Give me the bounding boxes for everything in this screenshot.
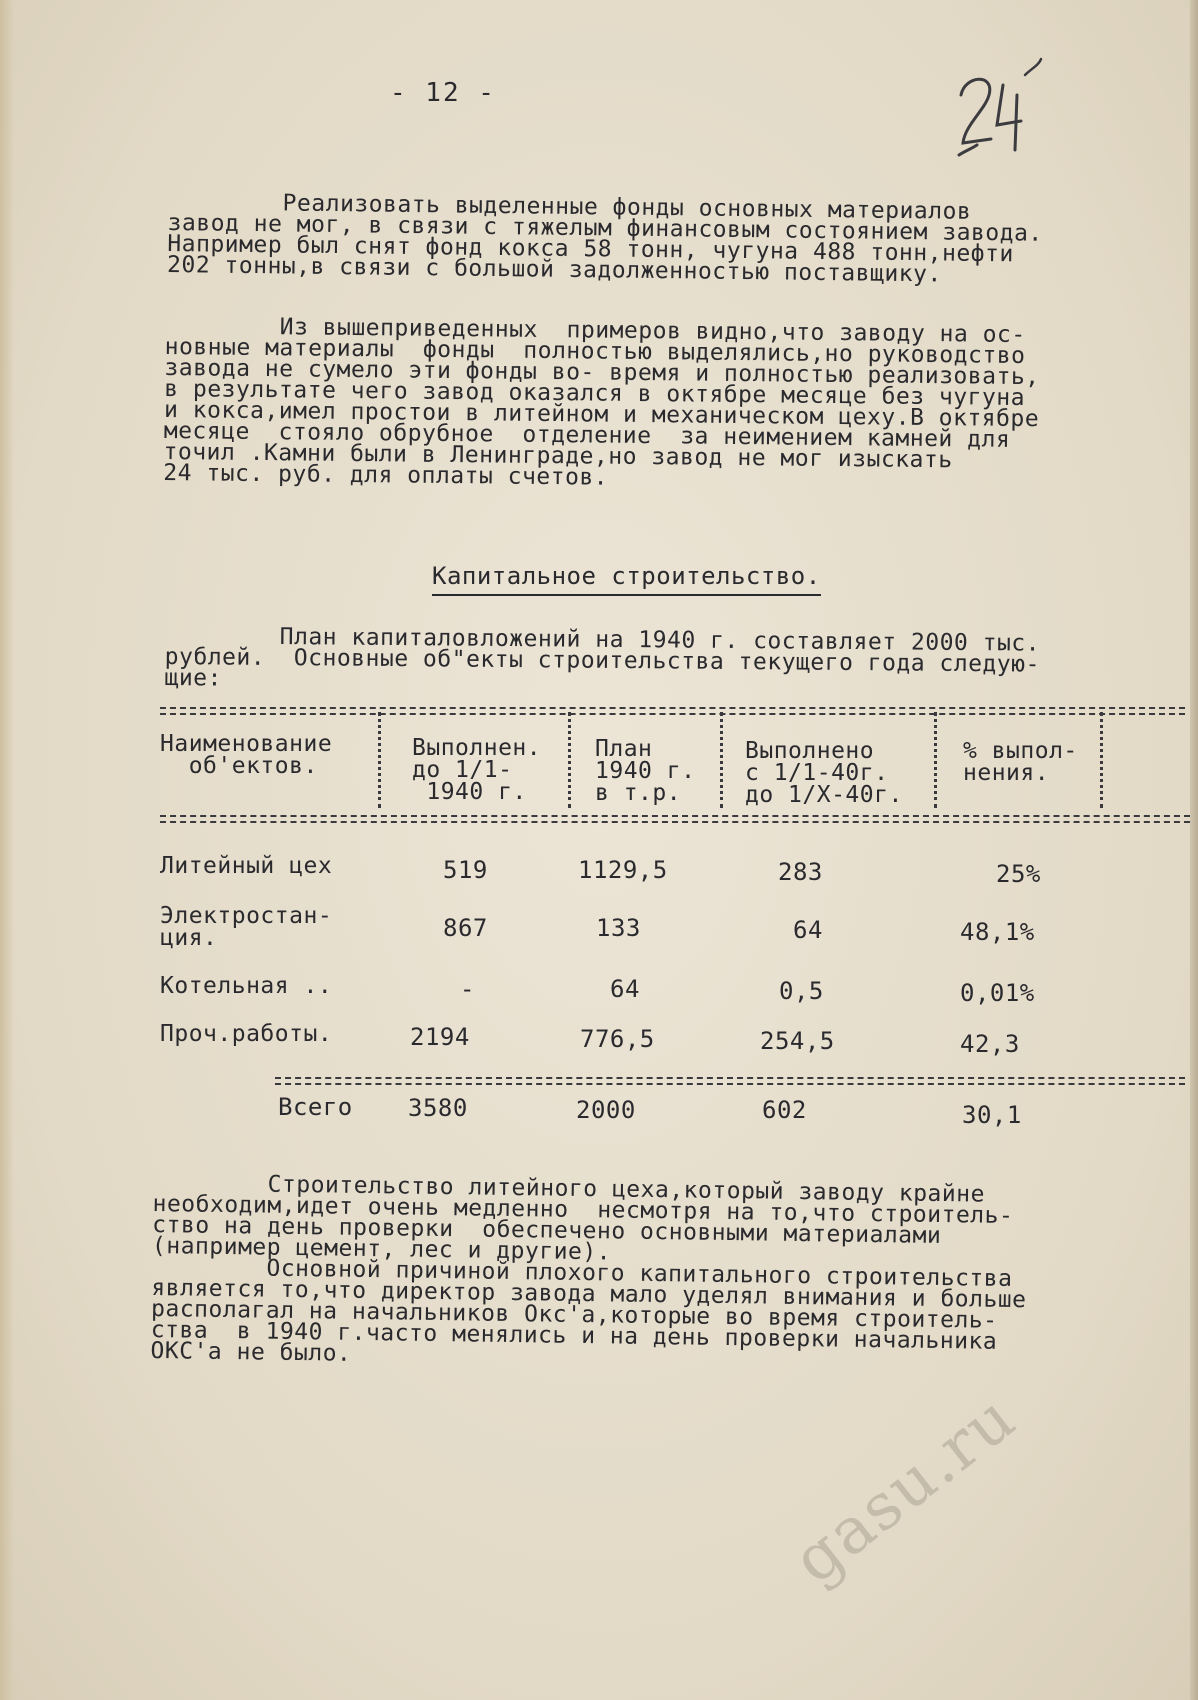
row-plan: 64 xyxy=(610,975,640,1003)
table-total-rule xyxy=(275,1077,1185,1085)
header-object-name: Наименование об'ектов. xyxy=(160,731,333,779)
row-percent: 42,3 xyxy=(960,1030,1020,1058)
row-done: 254,5 xyxy=(760,1027,835,1055)
page-left-edge xyxy=(0,0,14,1700)
header-done-before: Выполнен. до 1/1- 1940 г. xyxy=(412,735,542,805)
row-percent: 25% xyxy=(996,860,1041,888)
paragraph-foundry-construction: Строительство литейного цеха,который заводу крайне необходим,идет очень медленно несмотря на то,что строитель- ство на день проверки обеспечено основными материалами (например цемент, лес и другие). Основной причиной плохого капитального строительства является то,что директор завода мало уделял внимания и больше располагал на начальников Окс'а,которые во время строитель- ства в 1940 г.часто менялись и на день проверки начальника ОКС'а не было. xyxy=(150,1170,1027,1367)
column-separator xyxy=(720,712,723,808)
row-done: 0,5 xyxy=(779,977,824,1005)
total-percent: 30,1 xyxy=(962,1101,1022,1129)
row-done-before: - xyxy=(460,975,475,1003)
row-plan: 133 xyxy=(596,914,641,942)
table-top-rule xyxy=(160,707,1185,715)
handwritten-sheet-number xyxy=(955,55,1045,165)
row-percent: 0,01% xyxy=(960,979,1035,1007)
row-name: Проч.работы. xyxy=(160,1021,333,1047)
row-done: 64 xyxy=(793,916,823,944)
total-label: Всего xyxy=(278,1093,353,1121)
page-number: - 12 - xyxy=(390,78,496,108)
row-percent: 48,1% xyxy=(960,918,1035,946)
column-separator xyxy=(934,712,937,808)
column-separator xyxy=(568,712,571,808)
row-name: Котельная .. xyxy=(160,973,333,999)
header-percent: % выпол- нения. xyxy=(963,738,1078,786)
header-done-period: Выполнено с 1/1-40г. до 1/Х-40г. xyxy=(745,738,903,808)
row-plan: 1129,5 xyxy=(578,856,668,884)
row-done: 283 xyxy=(778,858,823,886)
watermark: gasu.ru xyxy=(780,1380,1030,1599)
total-plan: 2000 xyxy=(576,1096,636,1124)
total-done: 602 xyxy=(762,1096,807,1124)
header-plan: План 1940 г. в т.р. xyxy=(595,736,696,806)
paragraph-capital-plan: План капиталовложений на 1940 г. составляет 2000 тыс. рублей. Основные об"екты строительства текущего года следую- щие: xyxy=(164,623,1041,692)
column-separator xyxy=(1100,712,1103,808)
row-plan: 776,5 xyxy=(580,1025,655,1053)
row-done-before: 519 xyxy=(443,856,488,884)
paragraph-examples: Из вышеприведенных примеров видно,что заводу на ос- новные материалы фонды полностью выделялись,но руководство завода не сумело эти фонды во- время и полностью реализовать, в результате чего завод оказался в октябре месяце без чугуна и кокса,имел простои в литейном и механическом цеху.В октябре месяце стояло обрубное отделение за неимением камней для точил .Камни были в Ленинграде,но завод не мог изыскать 24 тыс. руб. для оплаты счетов. xyxy=(163,313,1040,491)
paragraph-funds: Реализовать выделенные фонды основных материалов завод не мог, в связи с тяжелым финансовым состоянием завода. Например был снят фонд кокса 58 тонн, чугуна 488 тонн,нефти 202 тонны,в связи с большой задолженностью поставщику. xyxy=(166,189,1043,288)
table-header-rule xyxy=(160,815,1190,823)
total-done-before: 3580 xyxy=(408,1094,468,1122)
page-right-edge xyxy=(1190,0,1198,1700)
row-name: Электростан- ция. xyxy=(160,903,333,951)
row-done-before: 2194 xyxy=(410,1023,470,1051)
row-done-before: 867 xyxy=(443,914,488,942)
row-name: Литейный цех xyxy=(160,853,333,879)
section-heading: Капитальное строительство. xyxy=(432,562,821,596)
column-separator xyxy=(378,712,381,808)
